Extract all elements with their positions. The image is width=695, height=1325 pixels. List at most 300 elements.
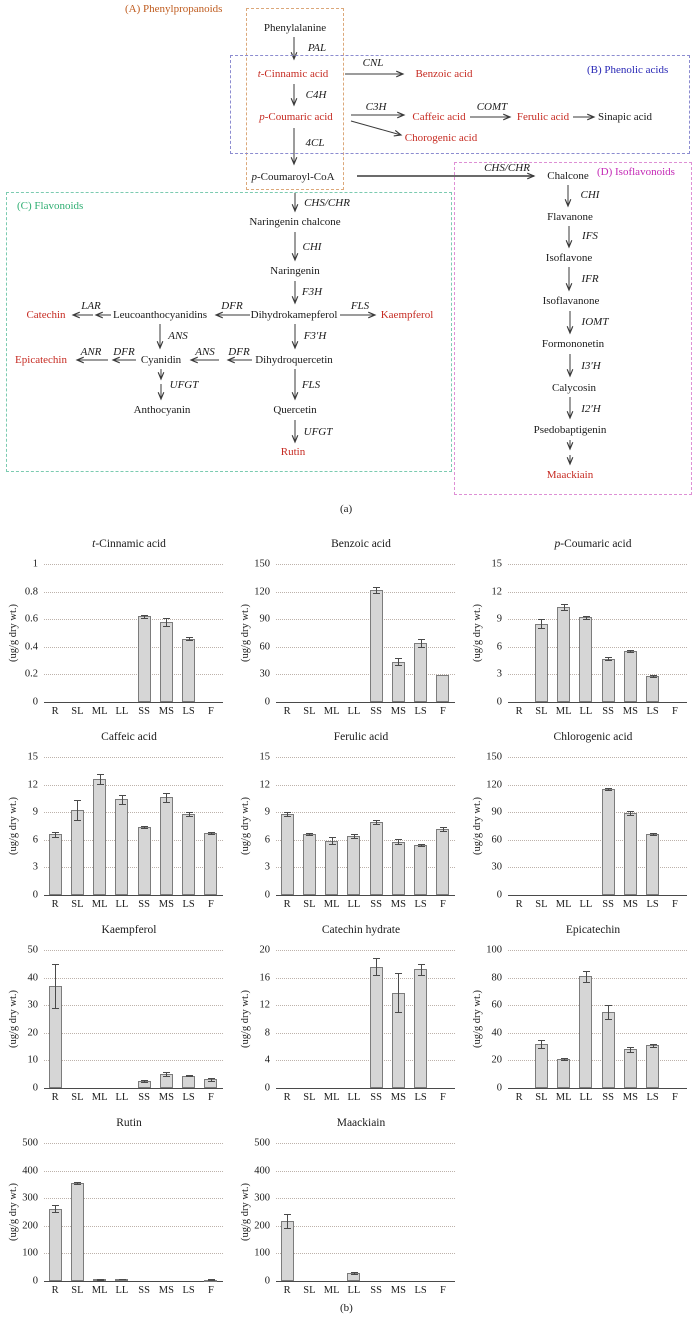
- error-bar: [166, 618, 167, 626]
- gridline: [44, 1033, 223, 1034]
- gridline: [276, 1033, 455, 1034]
- y-tick-label: 6: [496, 641, 502, 653]
- error-bar-cap-bottom: [141, 1082, 148, 1083]
- error-bar-cap-top: [97, 774, 104, 775]
- y-axis-label: (ug/g dry wt.): [8, 989, 19, 1049]
- error-bar-cap-top: [605, 1005, 612, 1006]
- x-tick-label: LS: [646, 1092, 659, 1103]
- y-tick-label: 15: [259, 751, 270, 763]
- gridline: [44, 674, 223, 675]
- y-tick-label: 10: [27, 1054, 38, 1066]
- error-bar-cap-top: [284, 1214, 291, 1215]
- gridline: [508, 840, 687, 841]
- x-tick-label: SS: [370, 899, 382, 910]
- chart-title: Epicatechin: [565, 924, 621, 936]
- bar-LS: [414, 845, 427, 895]
- node-naringenin: Naringenin: [270, 265, 320, 277]
- y-axis-label: (ug/g dry wt.): [240, 603, 251, 663]
- node-maackiain: Maackiain: [546, 469, 594, 481]
- x-axis: [508, 895, 687, 896]
- y-tick-label: 16: [259, 972, 270, 984]
- chart-title: Kaempferol: [101, 924, 157, 936]
- error-bar-cap-top: [627, 811, 634, 812]
- y-tick-label: 20: [491, 1054, 502, 1066]
- x-tick-label: R: [515, 1092, 523, 1103]
- node-chalcone: Chalcone: [547, 170, 589, 182]
- error-bar-cap-bottom: [395, 1012, 402, 1013]
- x-tick-label: R: [283, 1092, 291, 1103]
- node-naringenin-chalcone: Naringenin chalcone: [249, 216, 341, 228]
- x-tick-label: ML: [323, 899, 340, 910]
- bar-SS: [602, 789, 615, 895]
- enzyme-cnl: CNL: [362, 57, 384, 69]
- node-psedobaptigenin: Psedobaptigenin: [533, 424, 607, 436]
- bar-SS: [370, 590, 383, 702]
- chart-caffeic-acid: [0, 723, 231, 916]
- y-tick-label: 12: [259, 779, 270, 791]
- bar-SS: [370, 967, 383, 1088]
- bar-MS: [160, 622, 173, 702]
- enzyme-chs-chr-top: CHS/CHR: [484, 162, 530, 174]
- x-tick-label: SS: [138, 1285, 150, 1296]
- y-axis-label: (ug/g dry wt.): [8, 1182, 19, 1242]
- node-quercetin: Quercetin: [273, 404, 317, 416]
- error-bar-cap-top: [208, 1078, 215, 1079]
- error-bar-cap-top: [627, 650, 634, 651]
- enzyme-f3ph: F3′H: [303, 330, 327, 342]
- bar-SS: [138, 827, 151, 895]
- x-tick-label: F: [671, 899, 678, 910]
- error-bar-cap-bottom: [605, 660, 612, 661]
- chart-title: Caffeic acid: [101, 731, 157, 743]
- error-bar-cap-bottom: [52, 837, 59, 838]
- y-tick-label: 20: [27, 1027, 38, 1039]
- gridline: [508, 785, 687, 786]
- bar-ML: [93, 779, 106, 895]
- x-tick-label: MS: [390, 1285, 406, 1296]
- bar-LS: [414, 969, 427, 1088]
- gridline: [276, 1143, 455, 1144]
- chart-title: Rutin: [116, 1117, 142, 1129]
- chart-title: Ferulic acid: [333, 731, 389, 743]
- error-bar-cap-bottom: [373, 975, 380, 976]
- error-bar-cap-top: [119, 795, 126, 796]
- y-tick-label: 120: [254, 586, 270, 598]
- bar-F: [436, 675, 449, 702]
- node-benzoic-acid: Benzoic acid: [415, 68, 473, 80]
- y-tick-label: 500: [254, 1137, 270, 1149]
- x-tick-label: LL: [115, 706, 129, 717]
- error-bar-cap-bottom: [141, 618, 148, 619]
- y-tick-label: 0.2: [24, 668, 38, 680]
- y-tick-label: 12: [491, 586, 502, 598]
- x-tick-label: LL: [347, 1285, 361, 1296]
- x-tick-label: LL: [115, 1285, 129, 1296]
- enzyme-chs-chr-down: CHS/CHR: [304, 197, 350, 209]
- enzyme-i3h: I3′H: [581, 360, 601, 372]
- x-tick-label: LL: [579, 1092, 593, 1103]
- gridline: [508, 1033, 687, 1034]
- y-tick-label: 80: [491, 972, 502, 984]
- error-bar-cap-bottom: [561, 610, 568, 611]
- bar-LS: [646, 676, 659, 702]
- error-bar-cap-top: [186, 637, 193, 638]
- error-bar-cap-bottom: [583, 619, 590, 620]
- chart-title: Maackiain: [336, 1117, 386, 1129]
- chart-kaempferol: [0, 916, 231, 1109]
- error-bar-cap-bottom: [583, 982, 590, 983]
- error-bar-cap-top: [74, 800, 81, 801]
- x-tick-label: LS: [414, 1092, 427, 1103]
- gridline: [276, 592, 455, 593]
- x-tick-label: ML: [323, 1285, 340, 1296]
- x-axis: [508, 702, 687, 703]
- error-bar-cap-bottom: [186, 1076, 193, 1077]
- y-tick-label: 50: [27, 944, 38, 956]
- error-bar: [421, 639, 422, 646]
- x-tick-label: R: [515, 706, 523, 717]
- x-tick-label: R: [283, 899, 291, 910]
- error-bar-cap-top: [52, 964, 59, 965]
- bar-LL: [579, 976, 592, 1088]
- error-bar-cap-bottom: [163, 1076, 170, 1077]
- x-tick-label: MS: [158, 1092, 174, 1103]
- x-tick-label: LL: [347, 899, 361, 910]
- x-tick-label: SL: [71, 1285, 84, 1296]
- x-axis: [44, 895, 223, 896]
- gridline: [44, 1143, 223, 1144]
- x-tick-label: ML: [555, 706, 572, 717]
- chart-chlorogenic-acid: [464, 723, 695, 916]
- y-tick-label: 300: [22, 1192, 38, 1204]
- bar-SL: [71, 810, 84, 895]
- bar-F: [436, 829, 449, 895]
- enzyme-chi-d: CHI: [580, 189, 600, 201]
- error-bar-cap-top: [351, 1272, 358, 1273]
- y-tick-label: 0.8: [24, 586, 38, 598]
- x-tick-label: LL: [579, 899, 593, 910]
- charts-grid: [0, 530, 695, 1302]
- enzyme-iomt: IOMT: [581, 316, 609, 328]
- y-tick-label: 30: [27, 999, 38, 1011]
- bar-R: [49, 834, 62, 895]
- x-tick-label: SS: [370, 706, 382, 717]
- x-axis: [508, 1088, 687, 1089]
- y-axis-label: (ug/g dry wt.): [8, 796, 19, 856]
- node-cyanidin: Cyanidin: [140, 354, 182, 366]
- error-bar-cap-bottom: [373, 593, 380, 594]
- error-bar-cap-bottom: [97, 784, 104, 785]
- y-axis-label: (ug/g dry wt.): [472, 989, 483, 1049]
- x-tick-label: LL: [115, 899, 129, 910]
- y-tick-label: 500: [22, 1137, 38, 1149]
- enzyme-ufgt-1: UFGT: [169, 379, 199, 391]
- y-tick-label: 12: [27, 779, 38, 791]
- bar-SS: [602, 1012, 615, 1088]
- error-bar-cap-top: [627, 1047, 634, 1048]
- error-bar-cap-bottom: [538, 628, 545, 629]
- x-tick-label: F: [439, 899, 446, 910]
- bar-SS: [138, 616, 151, 702]
- gridline: [44, 1005, 223, 1006]
- chart-maackiain: [232, 1109, 463, 1302]
- y-tick-label: 0: [32, 696, 38, 708]
- x-axis: [276, 895, 455, 896]
- error-bar-cap-bottom: [605, 790, 612, 791]
- x-tick-label: MS: [158, 706, 174, 717]
- x-tick-label: LS: [182, 706, 195, 717]
- error-bar-cap-top: [284, 812, 291, 813]
- chart-rutin: [0, 1109, 231, 1302]
- bar-LL: [115, 799, 128, 895]
- y-tick-label: 0: [32, 1082, 38, 1094]
- x-tick-label: LS: [182, 1285, 195, 1296]
- y-tick-label: 4: [264, 1054, 270, 1066]
- x-tick-label: F: [207, 899, 214, 910]
- error-bar-cap-bottom: [650, 835, 657, 836]
- y-tick-label: 0.6: [24, 613, 38, 625]
- x-axis: [276, 1088, 455, 1089]
- y-tick-label: 40: [491, 1027, 502, 1039]
- y-tick-label: 8: [264, 1027, 270, 1039]
- gridline: [44, 785, 223, 786]
- y-tick-label: 15: [27, 751, 38, 763]
- node-kaempferol: Kaempferol: [380, 309, 434, 321]
- bar-R: [281, 1221, 294, 1281]
- gridline: [44, 950, 223, 951]
- y-tick-label: 0: [264, 889, 270, 901]
- bar-LS: [182, 814, 195, 895]
- error-bar-cap-top: [605, 788, 612, 789]
- enzyme-chi-c: CHI: [302, 241, 322, 253]
- enzyme-fls-2: FLS: [301, 379, 321, 391]
- y-tick-label: 12: [259, 999, 270, 1011]
- error-bar-cap-bottom: [561, 1060, 568, 1061]
- bar-MS: [624, 1049, 637, 1088]
- node-formononetin: Formononetin: [541, 338, 605, 350]
- gridline: [276, 1198, 455, 1199]
- section-label-flavonoids: (C) Flavonoids: [17, 200, 84, 212]
- enzyme-anr: ANR: [80, 346, 102, 358]
- x-tick-label: ML: [555, 1092, 572, 1103]
- x-tick-label: LS: [646, 706, 659, 717]
- x-tick-label: ML: [91, 899, 108, 910]
- error-bar-cap-bottom: [650, 677, 657, 678]
- gridline: [44, 1171, 223, 1172]
- bar-LS: [646, 1045, 659, 1088]
- node-flavanone: Flavanone: [547, 211, 593, 223]
- error-bar-cap-bottom: [186, 816, 193, 817]
- error-bar-cap-top: [418, 844, 425, 845]
- enzyme-i2h: I2′H: [581, 403, 601, 415]
- error-bar-cap-top: [373, 820, 380, 821]
- y-tick-label: 60: [491, 834, 502, 846]
- error-bar-cap-bottom: [627, 652, 634, 653]
- bar-SL: [535, 624, 548, 702]
- x-tick-label: R: [515, 899, 523, 910]
- enzyme-ufgt-2: UFGT: [303, 426, 333, 438]
- x-axis: [44, 702, 223, 703]
- gridline: [276, 812, 455, 813]
- y-tick-label: 400: [254, 1165, 270, 1177]
- x-tick-label: R: [51, 1285, 59, 1296]
- x-tick-label: R: [283, 1285, 291, 1296]
- error-bar-cap-bottom: [538, 1048, 545, 1049]
- gridline: [276, 564, 455, 565]
- error-bar-cap-bottom: [351, 838, 358, 839]
- x-tick-label: SS: [602, 706, 614, 717]
- error-bar-cap-bottom: [208, 1081, 215, 1082]
- enzyme-dfr-1: DFR: [221, 300, 243, 312]
- error-bar-cap-bottom: [418, 975, 425, 976]
- x-tick-label: SL: [71, 899, 84, 910]
- gridline: [276, 1171, 455, 1172]
- enzyme-c3h: C3H: [365, 101, 387, 113]
- bar-ML: [557, 607, 570, 702]
- error-bar-cap-top: [583, 616, 590, 617]
- node-dihydrokamepferol: Dihydrokamepferol: [250, 309, 338, 321]
- gridline: [44, 564, 223, 565]
- error-bar-cap-bottom: [74, 820, 81, 821]
- chart-title: Catechin hydrate: [321, 924, 401, 936]
- error-bar-cap-bottom: [373, 824, 380, 825]
- x-tick-label: R: [51, 706, 59, 717]
- error-bar: [541, 619, 542, 628]
- y-tick-label: 60: [491, 999, 502, 1011]
- error-bar-cap-top: [141, 615, 148, 616]
- node-chorogenic-acid: Chorogenic acid: [404, 132, 478, 144]
- x-tick-label: R: [283, 706, 291, 717]
- gridline: [508, 592, 687, 593]
- bar-MS: [160, 797, 173, 895]
- x-tick-label: F: [439, 1092, 446, 1103]
- x-tick-label: LS: [646, 899, 659, 910]
- error-bar-cap-top: [351, 834, 358, 835]
- bar-F: [204, 833, 217, 895]
- x-tick-label: LS: [414, 706, 427, 717]
- error-bar-cap-bottom: [284, 1228, 291, 1229]
- gridline: [44, 592, 223, 593]
- y-axis-label: (ug/g dry wt.): [240, 1182, 251, 1242]
- error-bar-cap-top: [538, 619, 545, 620]
- gridline: [276, 950, 455, 951]
- gridline: [44, 757, 223, 758]
- gridline: [508, 812, 687, 813]
- y-tick-label: 400: [22, 1165, 38, 1177]
- error-bar-cap-bottom: [627, 1052, 634, 1053]
- error-bar-cap-bottom: [395, 844, 402, 845]
- error-bar-cap-bottom: [627, 815, 634, 816]
- bar-LS: [646, 834, 659, 895]
- x-tick-label: F: [207, 1092, 214, 1103]
- x-tick-label: LS: [182, 1092, 195, 1103]
- y-tick-label: 100: [254, 1247, 270, 1259]
- bar-ML: [557, 1059, 570, 1088]
- enzyme-4cl: 4CL: [305, 137, 325, 149]
- bar-MS: [624, 813, 637, 895]
- node-calycosin: Calycosin: [552, 382, 596, 394]
- gridline: [276, 619, 455, 620]
- x-axis: [44, 1281, 223, 1282]
- x-tick-label: LL: [115, 1092, 129, 1103]
- y-axis-label: (ug/g dry wt.): [472, 796, 483, 856]
- error-bar-cap-bottom: [74, 1184, 81, 1185]
- gridline: [276, 1253, 455, 1254]
- x-tick-label: MS: [622, 706, 638, 717]
- bar-LS: [414, 643, 427, 702]
- node-ferulic-acid: Ferulic acid: [516, 111, 570, 123]
- error-bar-cap-top: [583, 971, 590, 972]
- chart-p-coumaric-acid: [464, 530, 695, 723]
- x-tick-label: SS: [138, 1092, 150, 1103]
- section-label-phenylpropanoids: (A) Phenylpropanoids: [125, 3, 223, 15]
- bar-ML: [325, 841, 338, 895]
- bar-MS: [392, 662, 405, 702]
- error-bar-cap-bottom: [97, 1280, 104, 1281]
- error-bar-cap-top: [163, 793, 170, 794]
- y-tick-label: 100: [486, 944, 502, 956]
- x-tick-label: SS: [370, 1285, 382, 1296]
- error-bar: [166, 793, 167, 802]
- section-label-phenolic-acids: (B) Phenolic acids: [587, 64, 669, 76]
- node-p-coumaric-acid: p-Coumaric acid: [259, 111, 333, 123]
- x-tick-label: SL: [303, 706, 316, 717]
- x-tick-label: ML: [91, 706, 108, 717]
- error-bar-cap-top: [163, 618, 170, 619]
- enzyme-ans-1: ANS: [168, 330, 188, 342]
- bar-SL: [71, 1183, 84, 1281]
- error-bar-cap-top: [650, 1044, 657, 1045]
- y-tick-label: 0: [264, 1275, 270, 1287]
- error-bar: [100, 774, 101, 783]
- y-tick-label: 3: [496, 668, 502, 680]
- y-tick-label: 90: [491, 806, 502, 818]
- x-tick-label: MS: [390, 1092, 406, 1103]
- bar-LL: [579, 617, 592, 702]
- error-bar-cap-bottom: [418, 647, 425, 648]
- chart-title: Benzoic acid: [331, 538, 391, 550]
- x-tick-label: F: [439, 1285, 446, 1296]
- x-tick-label: MS: [158, 1285, 174, 1296]
- bar-SL: [535, 1044, 548, 1088]
- enzyme-dfr-2: DFR: [113, 346, 135, 358]
- bar-LS: [182, 1076, 195, 1088]
- error-bar-cap-top: [52, 1205, 59, 1206]
- y-axis-label: (ug/g dry wt.): [240, 989, 251, 1049]
- gridline: [44, 1060, 223, 1061]
- x-tick-label: SL: [71, 1092, 84, 1103]
- y-tick-label: 6: [264, 834, 270, 846]
- error-bar-cap-bottom: [440, 831, 447, 832]
- bar-SS: [602, 659, 615, 702]
- y-tick-label: 30: [491, 861, 502, 873]
- x-tick-label: SS: [370, 1092, 382, 1103]
- error-bar-cap-top: [538, 1040, 545, 1041]
- y-tick-label: 30: [259, 668, 270, 680]
- node-epicatechin: Epicatechin: [15, 354, 67, 366]
- x-tick-label: F: [439, 706, 446, 717]
- error-bar-cap-top: [395, 658, 402, 659]
- x-tick-label: F: [207, 706, 214, 717]
- error-bar-cap-top: [52, 832, 59, 833]
- y-tick-label: 1: [32, 558, 38, 570]
- node-caffeic-acid: Caffeic acid: [412, 111, 466, 123]
- chart-title: Chlorogenic acid: [553, 731, 633, 743]
- node-sinapic-acid: Sinapic acid: [597, 111, 653, 123]
- node-p-coumaroyl-coa: p-Coumaroyl-CoA: [251, 171, 335, 183]
- chart-epicatechin: [464, 916, 695, 1109]
- y-tick-label: 120: [486, 779, 502, 791]
